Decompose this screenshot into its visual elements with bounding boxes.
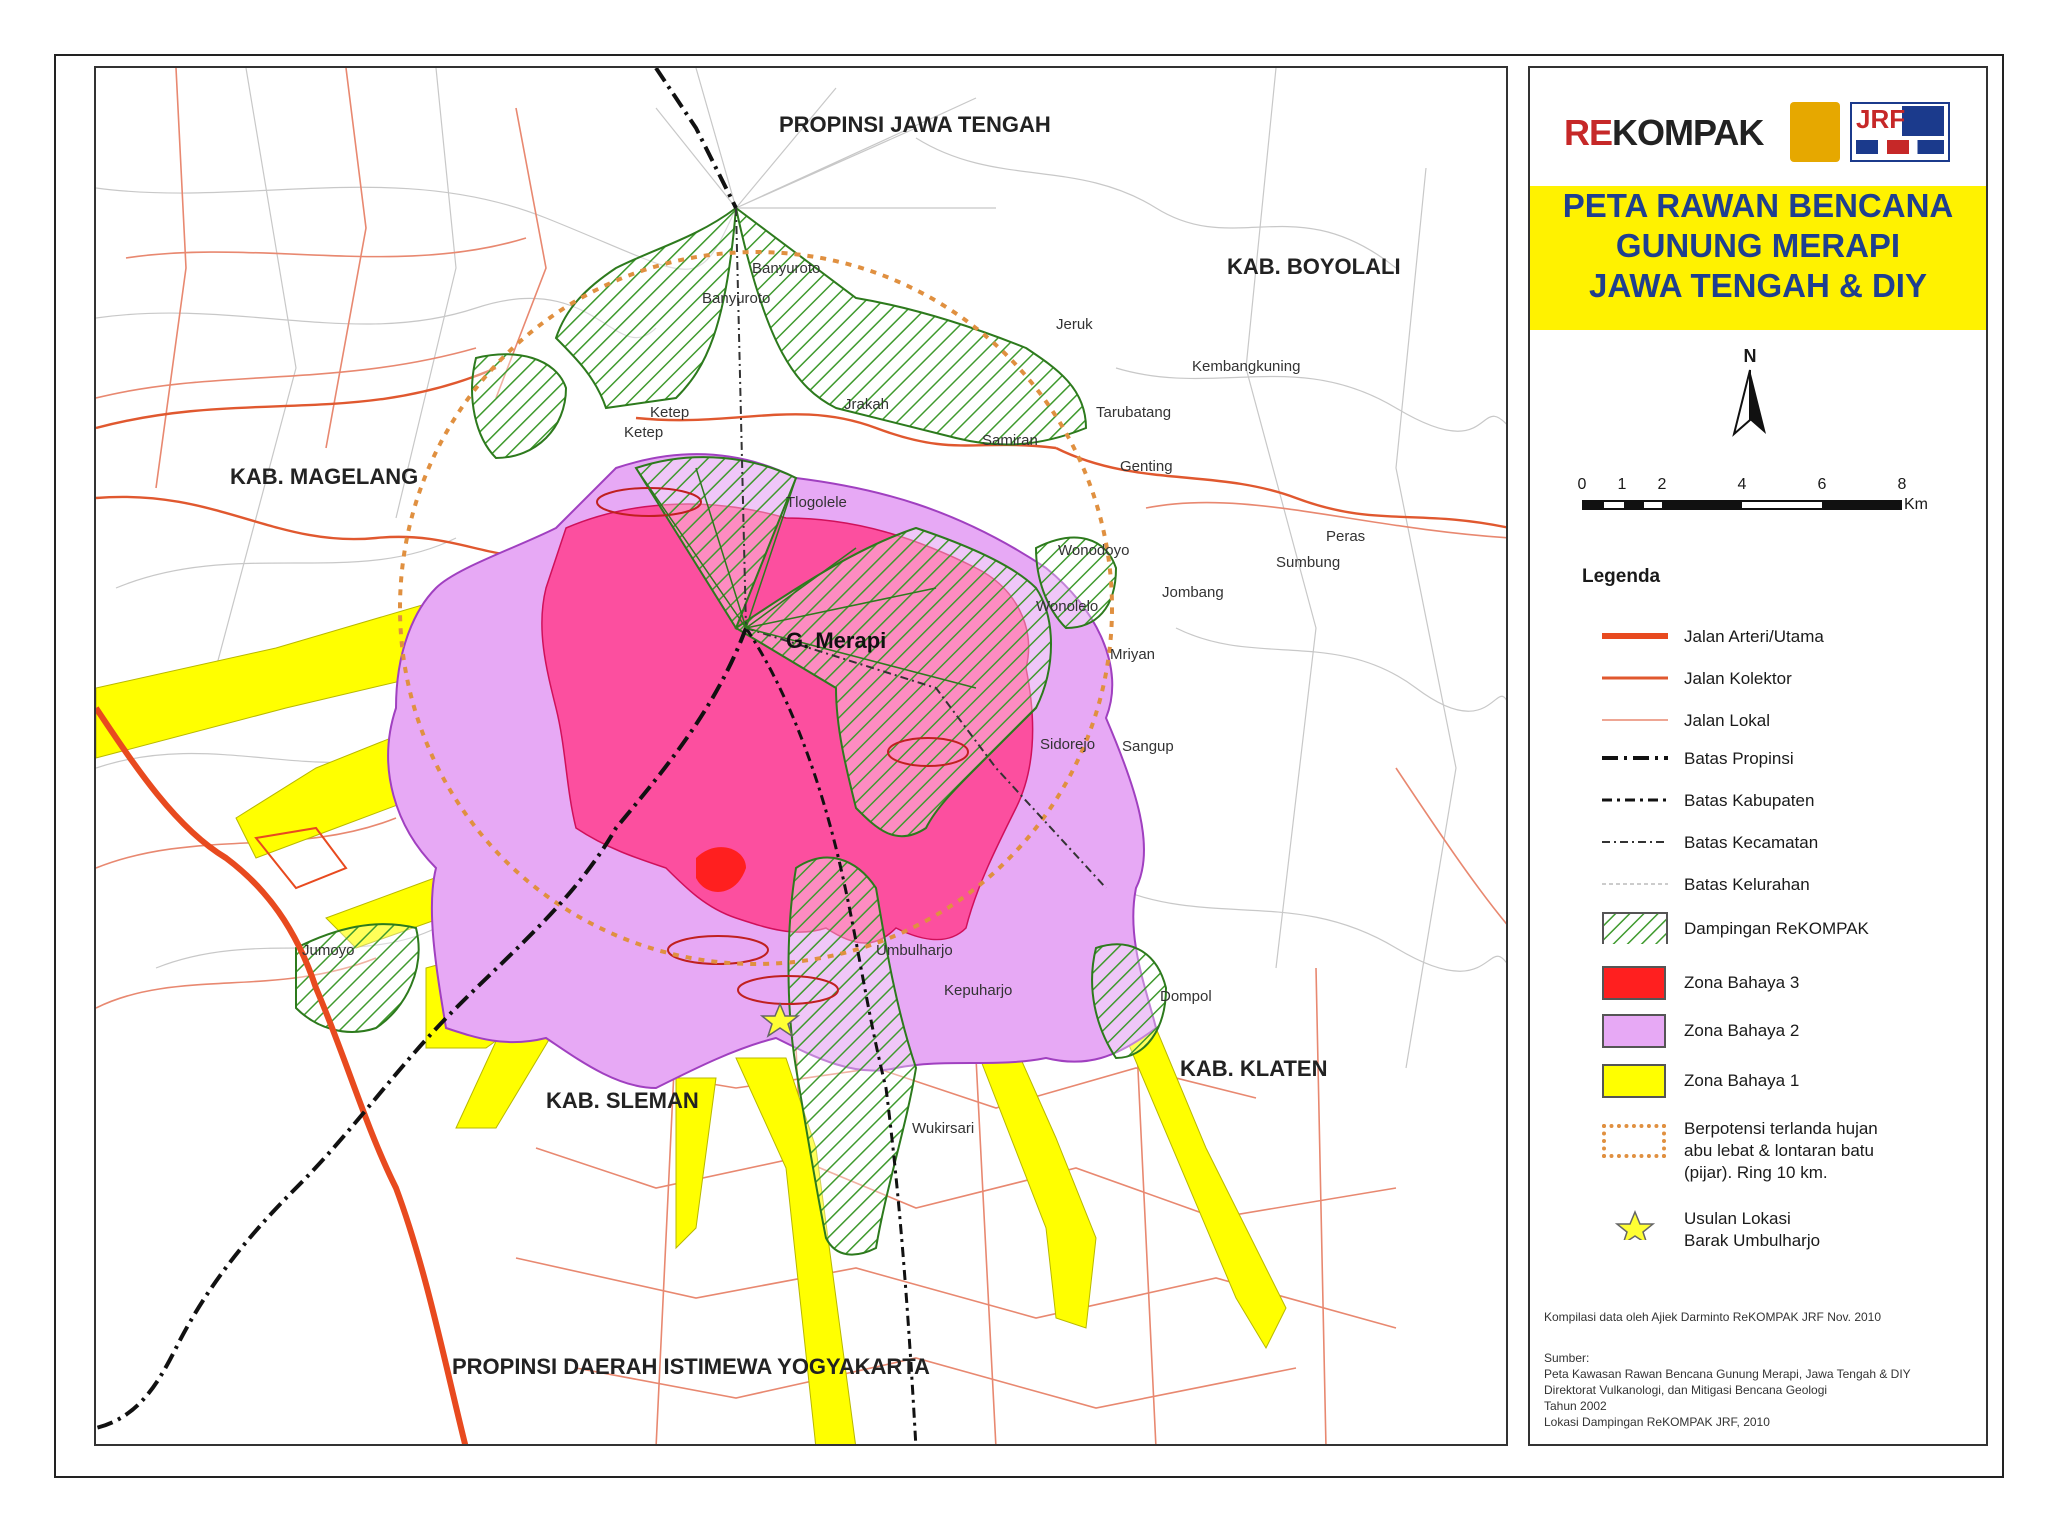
label-sleman: KAB. SLEMAN (546, 1088, 699, 1113)
jrf-flags (1856, 140, 1944, 154)
legend-jalan-kolektor: Jalan Kolektor (1684, 669, 1792, 688)
village-label: Wonodoyo (1058, 542, 1130, 559)
village-label: Tarubatang (1096, 404, 1172, 421)
village-label: Tlogolele (786, 494, 847, 511)
village-label: Banyuroto (752, 260, 821, 277)
legend-zona-bahaya-3: Zona Bahaya 3 (1602, 966, 1982, 998)
legend-batas-kecamatan: Batas Kecamatan (1684, 833, 1819, 852)
legend-batas-kabupaten: Batas Kabupaten (1684, 791, 1815, 810)
legend-ash-ring: Berpotensi terlanda hujan abu lebat & lontaran batu (pijar). Ring 10 km. (1602, 1118, 1982, 1190)
rekompak-logo: REKOMPAK (1564, 112, 1764, 153)
village-label: Samiran (982, 432, 1038, 449)
village-label: Dompol (1160, 988, 1212, 1005)
title-line-2: GUNUNG MERAPI (1615, 227, 1901, 264)
compiler-credit: Kompilasi data oleh Ajiek Darminto ReKOMPAK JRF Nov. 2010 (1544, 1310, 1882, 1324)
village-label: Jombang (1162, 584, 1224, 601)
village-label: Wukirsari (912, 1120, 975, 1137)
legend-jalan-arteri: Jalan Arteri/Utama (1684, 627, 1824, 646)
label-klaten: KAB. KLATEN (1180, 1056, 1328, 1081)
label-boyolali: KAB. BOYOLALI (1227, 254, 1401, 279)
label-magelang: KAB. MAGELANG (230, 464, 419, 489)
village-label: Sidorejo (1040, 736, 1096, 753)
village-label: Peras (1326, 528, 1366, 545)
pu-logo-icon (1790, 102, 1840, 162)
legend-dampingan-rekompak: Dampingan ReKOMPAK (1602, 912, 1982, 944)
village-label: Sangup (1122, 738, 1174, 755)
legend-zona-bahaya-1: Zona Bahaya 1 (1602, 1064, 1982, 1096)
map-area[interactable] (94, 66, 1508, 1446)
village-label: Mriyan (1110, 646, 1156, 663)
north-arrow-icon: N (1730, 346, 1770, 436)
village-label: Jrakah (844, 396, 890, 413)
village-label: Kepuharjo (944, 982, 1013, 999)
legend-batas-kelurahan: Batas Kelurahan (1684, 875, 1810, 894)
legend-zona-bahaya-2: Zona Bahaya 2 (1602, 1014, 1982, 1046)
legend-batas-propinsi: Batas Propinsi (1684, 749, 1794, 768)
village-label: Jeruk (1056, 316, 1093, 333)
village-label: Jumoyo (302, 942, 355, 959)
label-diy: PROPINSI DAERAH ISTIMEWA YOGYAKARTA (452, 1354, 930, 1379)
title-line-3: JAWA TENGAH & DIY (1589, 267, 1927, 304)
village-label: Genting (1120, 458, 1173, 475)
village-label: Umbulharjo (876, 942, 953, 959)
village-label: Wonolelo (1036, 598, 1099, 615)
label-jawa-tengah: PROPINSI JAWA TENGAH (779, 112, 1051, 137)
legend-barak: Usulan Lokasi Barak Umbulharjo (1602, 1208, 1982, 1256)
map-title (1530, 186, 1986, 330)
village-label: Ketep (650, 404, 690, 421)
sources-block: Sumber: Peta Kawasan Rawan Bencana Gunung Merapi, Jawa Tengah & DIY Direktorat Vulkanologi, dan Mitigasi Bencana Geologi Tahun 2002 Lokasi Dampingan ReKOMPAK JRF, 2010 (1544, 1351, 1911, 1429)
village-label: Ketep (624, 424, 664, 441)
village-label: Sumbung (1276, 554, 1341, 571)
legend-title: Legenda (1582, 566, 1661, 587)
legend-jalan-lokal: Jalan Lokal (1684, 711, 1771, 730)
legend-panel (1528, 66, 1988, 1446)
title-line-1: PETA RAWAN BENCANA (1562, 187, 1954, 224)
logo-strip (1564, 92, 1964, 182)
label-merapi: G. Merapi (786, 628, 887, 653)
village-label: Banyuroto (702, 290, 771, 307)
village-label: Kembangkuning (1192, 358, 1301, 375)
scale-bar: 0 1 2 4 6 8 Km (1577, 476, 1928, 513)
jrf-logo: JRF (1850, 102, 1950, 162)
jrf-logo-panel (1902, 106, 1944, 136)
